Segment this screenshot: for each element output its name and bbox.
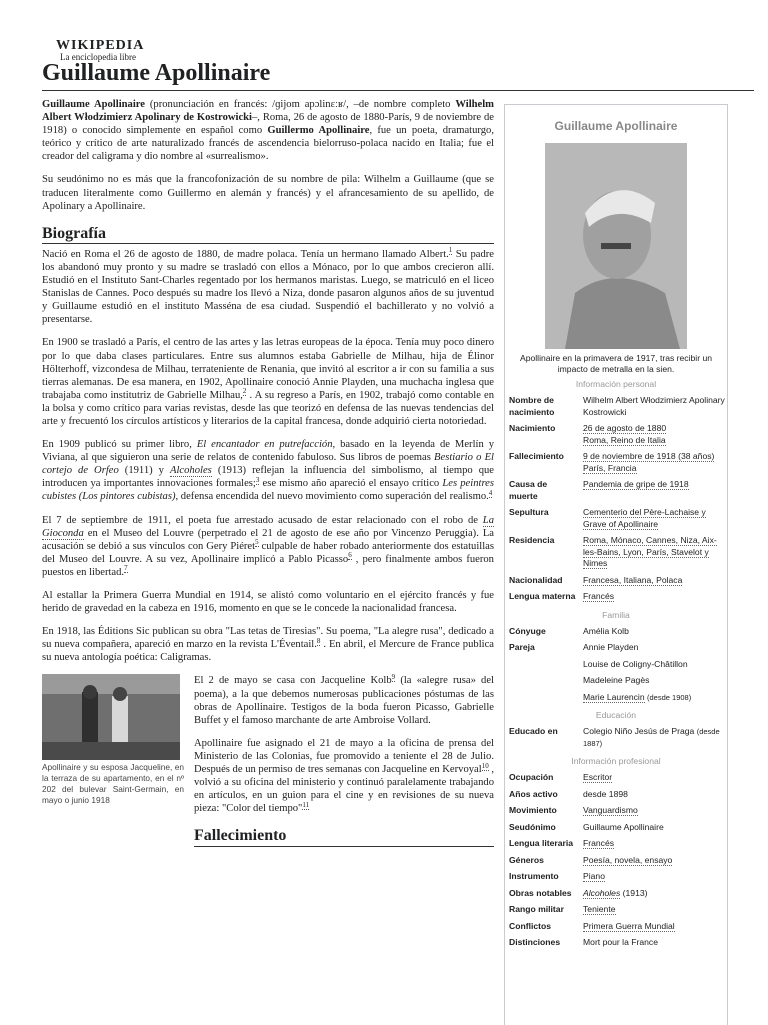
infobox-familia-table xyxy=(505,624,727,707)
wikipedia-logo[interactable] xyxy=(56,38,145,62)
section-educacion: Educación xyxy=(595,710,637,720)
infobox-row: Rango militar Teniente xyxy=(509,904,616,914)
infobox-row: Fallecimiento 9 de noviembre de 1918 (38 años) París, Francia xyxy=(509,451,715,473)
intro-paragraph-2: Su seudónimo no es más que la francofonización de su nombre de pila: Wilhelm a Guillaume (que se traducen literalmente como Guillermo en alemán y francés) y el afrancesamiento de su apellido, de Apolinary a Apollinaire. xyxy=(42,174,494,212)
alcoholes-link[interactable]: Alcoholes xyxy=(170,465,212,477)
figure-apollinaire-jacqueline xyxy=(42,674,184,850)
infobox-row: Géneros Poesía, novela, ensayo xyxy=(509,854,673,865)
infobox-row: Nacimiento 26 de agosto de 1880 Roma, Reino de Italia xyxy=(509,423,667,445)
infobox xyxy=(504,104,728,1025)
ref-link[interactable]: 7 xyxy=(124,564,128,573)
article-body xyxy=(42,98,494,851)
infobox-row: Nacionalidad Francesa, Italiana, Polaca xyxy=(509,574,683,585)
bio-paragraph-4: El 7 de septiembre de 1911, el poeta fue arrestado acusado de estar relacionado con el robo de La Gioconda en el Museo del Louvre (perpetrado el 21 de agosto de ese año por Vincenzo Peruggia). La acusación se debió a sus vínculos con Gery Piéret$^5$ culpable de haber robado anteriormente dos estatuillas del Museo del Louvre. A su vez, Apollinaire implicó a Pablo Picasso$^6$ , pero finalmente ambos fueron puestos en libertad.$^7$ xyxy=(42,514,494,578)
intro-name: Guillaume Apollinaire xyxy=(42,99,145,110)
ref-link[interactable]: 4 xyxy=(488,488,493,497)
ref-link[interactable]: 9 xyxy=(391,672,396,681)
bio-paragraph-1: Nació en Roma el 26 de agosto de 1880, de madre polaca. Tenía un hermano llamado Albert.$^1$ Su padre los abandonó muy pronto y su madre se trasladó con ellos a Mónaco, por lo que ambos crecieron allí. Estudió en el Instituto Sant-Charles regentado por los hermanos maristas. Luego, se matriculó en el liceo Stanislas de Cannes. Poco después su madre los llevó a Niza, donde pasaron algunos años de su juventud y Guillaume estudió en el instituto Masséna de esa ciudad. Suspendió el bachillerato y no volvió a presentarse. xyxy=(42,246,494,326)
intro-paragraph-1: Guillaume Apollinaire (pronunciación en francés: /ɡijom apɔlinɛːʁ/, –de nombre completo Wilhelm Albert Włodzimierz Apolinary de Kostrowicki–, Roma, 26 de agosto de 1880-París, 9 de noviembre de 1918) o conocido simplemente en español como Guillermo Apollinaire, fue un poeta, dramaturgo, teórico y crítico de arte naturalizado francés de ascendencia bielorruso-polaca nacido en Italia; fue el creador del caligrama y dio nombre al «surrealismo». xyxy=(42,99,495,163)
ref-link[interactable]: 1 xyxy=(448,246,453,255)
infobox-photo-caption: Apollinaire en la primavera de 1917, tras recibir un impacto de metralla en la sien. xyxy=(519,353,713,374)
bio-paragraph-6: En 1918, las Éditions Sic publican su obra "Las tetas de Tiresias". Su poema, "La alegre rusa", dedicado a su nueva compañera, apareció en marzo en la revista L'Éventail.$^8$ . En abril, el Mercure de France publica su nueva antología poética: Caligramas. xyxy=(42,626,494,664)
infobox-portrait[interactable] xyxy=(545,143,687,349)
infobox-educacion-table xyxy=(505,724,727,752)
infobox-row: Movimiento Vanguardismo xyxy=(509,805,638,815)
infobox-row: Educado en Colegio Niño Jesús de Praga (desde 1887) xyxy=(509,726,720,748)
infobox-row: Distinciones Mort pour la France xyxy=(509,937,658,947)
ref-link[interactable]: 6 xyxy=(348,551,352,560)
ref-link[interactable]: 11 xyxy=(302,800,310,809)
logo-tagline: La enciclopedia libre xyxy=(60,52,136,62)
bio-paragraph-7: El 2 de mayo se casa con Jacqueline Kolb$^9$ (la «alegre rusa» del poema), a la que debemos numerosas publicaciones póstumas de las obras de Apollinaire. Testigos de la boda fueron Picasso, Gabrielle Buffet y el famoso marchante de arte Ambroise Vollard. xyxy=(194,672,494,726)
photo-apollinaire-jacqueline[interactable] xyxy=(42,674,180,760)
infobox-title: Guillaume Apollinaire xyxy=(554,119,678,133)
gioconda-link[interactable]: La Gioconda xyxy=(42,514,494,539)
intro-full-name: Wilhelm Albert Włodzimierz Apolinary de Kostrowicki xyxy=(42,99,495,124)
title-divider xyxy=(42,90,754,91)
infobox-row: Causa de muerte Pandemia de gripe de 1918 xyxy=(509,479,689,501)
ref-link[interactable]: 5 xyxy=(255,538,259,547)
section-heading-biografia: Biografía xyxy=(42,227,494,244)
ref-link[interactable]: 3 xyxy=(255,475,260,484)
portrait-placeholder-icon xyxy=(545,143,687,349)
infobox-row: Ocupación Escritor xyxy=(509,772,613,782)
infobox-row: Cónyuge Amélia Kolb xyxy=(509,625,629,636)
infobox-personal-table xyxy=(505,393,727,606)
infobox-row: Seudónimo Guillaume Apollinaire xyxy=(509,821,664,832)
infobox-row: Conflictos Primera Guerra Mundial xyxy=(509,920,675,931)
figure-row xyxy=(42,674,494,850)
infobox-row: Lengua materna Francés xyxy=(509,591,615,601)
infobox-row: Sepultura Cementerio del Père-Lachaise y Grave of Apollinaire xyxy=(509,507,706,529)
intro-spanish-name: Guillermo Apollinaire xyxy=(267,125,370,137)
infobox-row: Obras notables Alcoholes (1913) xyxy=(509,887,648,898)
infobox-row: Años activo desde 1898 xyxy=(509,788,628,799)
photo-placeholder-icon xyxy=(42,674,180,760)
section-familia: Familia xyxy=(602,609,630,620)
page-title: Guillaume Apollinaire xyxy=(42,60,271,86)
ref-link[interactable]: 2 xyxy=(242,387,247,396)
bio-paragraph-3: En 1909 publicó su primer libro, El encantador en putrefacción, basado en la leyenda de Merlín y Viviana, al que siguieron una serie de relatos de contenido fabuloso. Sus libros de poemas Bestiario o El cortejo de Orfeo (1911) y Alcoholes (1913) reflejan la influencia del simbolismo, al tiempo que introducen ya importantes innovaciones formales;$^3$ ese mismo año apareció el ensayo crítico Les peintres cubistes (Los pintores cubistas), defensa encendida del nuevo movimiento como superación del realismo.$^4$ xyxy=(42,439,495,503)
infobox-row: Residencia Roma, Mónaco, Cannes, Niza, Aix-les-Bains, Lyon, París, Stavelot y Nimes xyxy=(509,535,717,568)
bio-paragraph-8: Apollinaire fue asignado el 21 de mayo a la oficina de prensa del Ministerio de las Colonias, fue promovido a teniente el 28 de Julio. Después de un permiso de tres semanas con Jacqueline en Kervoyal$^{10}$ , volvió a su oficina del ministerio y continuó paralelamente trabajando en artículos, en un guion para el cine y en revisiones de su nueva pieza: "Color del tiempo"$^{11}$ xyxy=(194,737,494,815)
bio-paragraph-2: En 1900 se trasladó a París, el centro de las artes y las letras europeas de la época. Tenía muy poco dinero por lo que daba clases particulares. Entre sus alumnos estaba Gabrielle de Milhau, hija de Élinor Hölterhoff, vizcondesa de Milhau, terrateniente de Renania, que invitó al escritor a ir con su familia a sus tierras alemanas. De esa manera, en 1902, Apollinaire conoció Annie Playden, una muchacha inglesa que trabajaba como institutriz de Gabrielle Milhau,$^2$ . A su regreso a París, en 1902, trabajó como contable en la bolsa y como crítico para varias revistas, desde las que teorizó en defensa de las nuevas tendencias del arte y frecuentó los círculos artísticos y literarios de la capital francesa, donde adquirió cierta notoriedad. xyxy=(42,337,494,427)
section-personal-info: Información personal xyxy=(575,379,657,389)
logo-wordmark: WIKIPEDIA xyxy=(56,38,145,53)
infobox-row: Nombre de nacimiento Wilhelm Albert Włodzimierz Apolinary Kostrowicki xyxy=(509,395,725,417)
figure-caption: Apollinaire y su esposa Jacqueline, en la terraza de su apartamento, en el nº 202 del bulevar Saint-Germain, en mayo o junio 1918 xyxy=(42,762,184,806)
ref-link[interactable]: 8 xyxy=(316,636,321,645)
ref-link[interactable]: 10 xyxy=(481,761,489,770)
bio-paragraph-5: Al estallar la Primera Guerra Mundial en 1914, se alistó como voluntario en el ejército francés y fue herido de gravedad en la cabeza en 1916, momento en que se le concede la nacionalidad francesa. xyxy=(42,590,494,615)
infobox-row: Pareja Annie Playden Louise de Coligny-Châtillon Madeleine Pagès Marie Laurencin (desde 1908) xyxy=(509,642,692,702)
infobox-profesional-table xyxy=(505,770,727,952)
section-profesional: Información profesional xyxy=(571,756,661,766)
infobox-row: Lengua literaria Francés xyxy=(509,838,615,848)
section-heading-fallecimiento: Fallecimiento xyxy=(194,829,494,846)
infobox-row: Instrumento Piano xyxy=(509,871,605,881)
